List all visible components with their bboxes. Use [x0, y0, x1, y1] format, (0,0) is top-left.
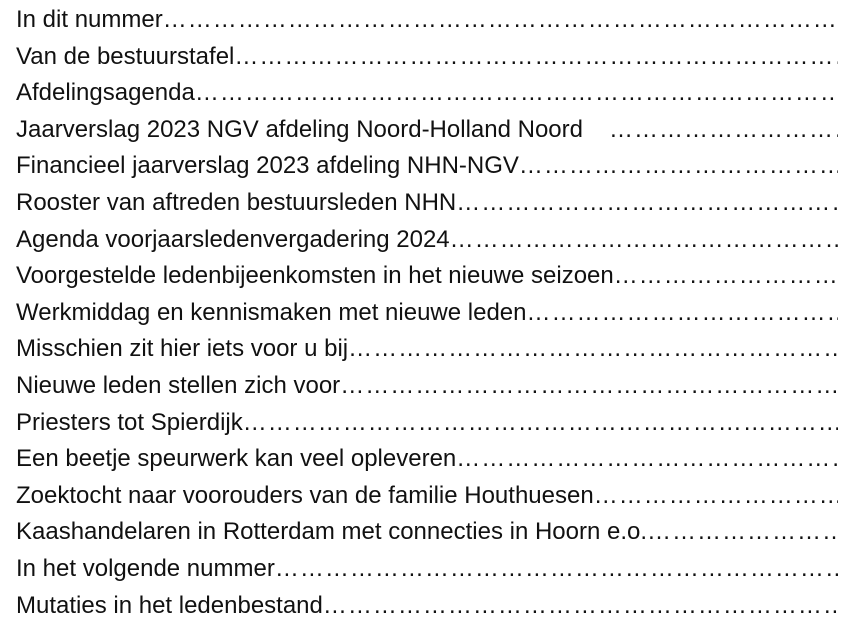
toc-entry-kaashandelaren: [16, 514, 838, 551]
dot-leader: [609, 112, 838, 149]
dot-leader: [527, 295, 838, 332]
dot-leader: [647, 514, 838, 551]
toc-entry-title: Een beetje speurwerk kan veel opleveren: [16, 445, 457, 473]
toc-entry-volgende-nummer: [16, 551, 838, 588]
toc-entry-mutaties-ledenbestand: [16, 588, 838, 625]
toc-entry-title: Jaarverslag 2023 NGV afdeling Noord-Holland Noord: [16, 115, 583, 143]
dot-leader: [594, 478, 838, 515]
toc-entry-title: In dit nummer: [16, 6, 163, 33]
toc-entry-title: Agenda voorjaarsledenvergadering 2024: [16, 225, 450, 253]
dot-leader: [519, 148, 838, 185]
toc-entry-rooster-van-aftreden: [16, 185, 838, 222]
toc-entry-title: Mutaties in het ledenbestand: [16, 591, 323, 619]
toc-entry-title: In het volgende nummer: [16, 554, 275, 582]
toc-entry-title: Afdelingsagenda: [16, 79, 195, 107]
toc-entry-financieel-jaarverslag: [16, 148, 838, 185]
toc-entry-title: Misschien zit hier iets voor u bij: [16, 335, 349, 363]
toc-entry-title: Nieuwe leden stellen zich voor: [16, 371, 341, 399]
dot-leader: [614, 258, 838, 295]
dot-leader: [234, 39, 838, 76]
toc-entry-title: Priesters tot Spierdijk: [16, 408, 243, 436]
dot-leader: [195, 75, 838, 112]
dot-leader: [340, 368, 838, 405]
dot-leader: [450, 222, 838, 259]
toc-entry-title: Werkmiddag en kennismaken met nieuwe leden: [16, 298, 527, 326]
table-of-contents: [16, 2, 838, 624]
toc-entry-nieuwe-leden: [16, 368, 838, 405]
toc-entry-title: Van de bestuurstafel: [16, 42, 235, 70]
toc-entry-title: Zoektocht naar voorouders van de familie Houthuesen: [16, 481, 594, 509]
toc-entry-priesters-tot-spierdijk: [16, 405, 838, 442]
dot-leader: [243, 405, 838, 442]
toc-entry-van-de-bestuurstafel: [16, 39, 838, 76]
toc-entry-afdelingsagenda: [16, 75, 838, 112]
toc-entry-misschien-zit-hier: [16, 331, 838, 368]
toc-entry-speurwerk: [16, 441, 838, 478]
toc-entry-title: Voorgestelde ledenbijeenkomsten in het nieuwe seizoen: [16, 262, 614, 290]
toc-entry-title: Rooster van aftreden bestuursleden NHN: [16, 188, 457, 216]
toc-entry-zoektocht-houthuesen: [16, 478, 838, 515]
dot-leader: [163, 2, 838, 39]
dot-leader: [456, 441, 838, 478]
toc-entry-voorgestelde-ledenbijeenkomsten: [16, 258, 838, 295]
toc-entry-in-dit-nummer: [16, 2, 838, 39]
dot-leader: [456, 185, 838, 222]
toc-entry-jaarverslag: [16, 112, 838, 149]
dot-leader: [275, 551, 838, 588]
toc-entry-title: Kaashandelaren in Rotterdam met connecties in Hoorn e.o.: [16, 518, 648, 546]
toc-entry-title: Financieel jaarverslag 2023 afdeling NHN-NGV: [16, 152, 519, 180]
toc-entry-werkmiddag: [16, 295, 838, 332]
dot-leader: [348, 331, 838, 368]
dot-leader: [323, 588, 838, 625]
toc-entry-agenda-voorjaarsledenvergadering: [16, 222, 838, 259]
